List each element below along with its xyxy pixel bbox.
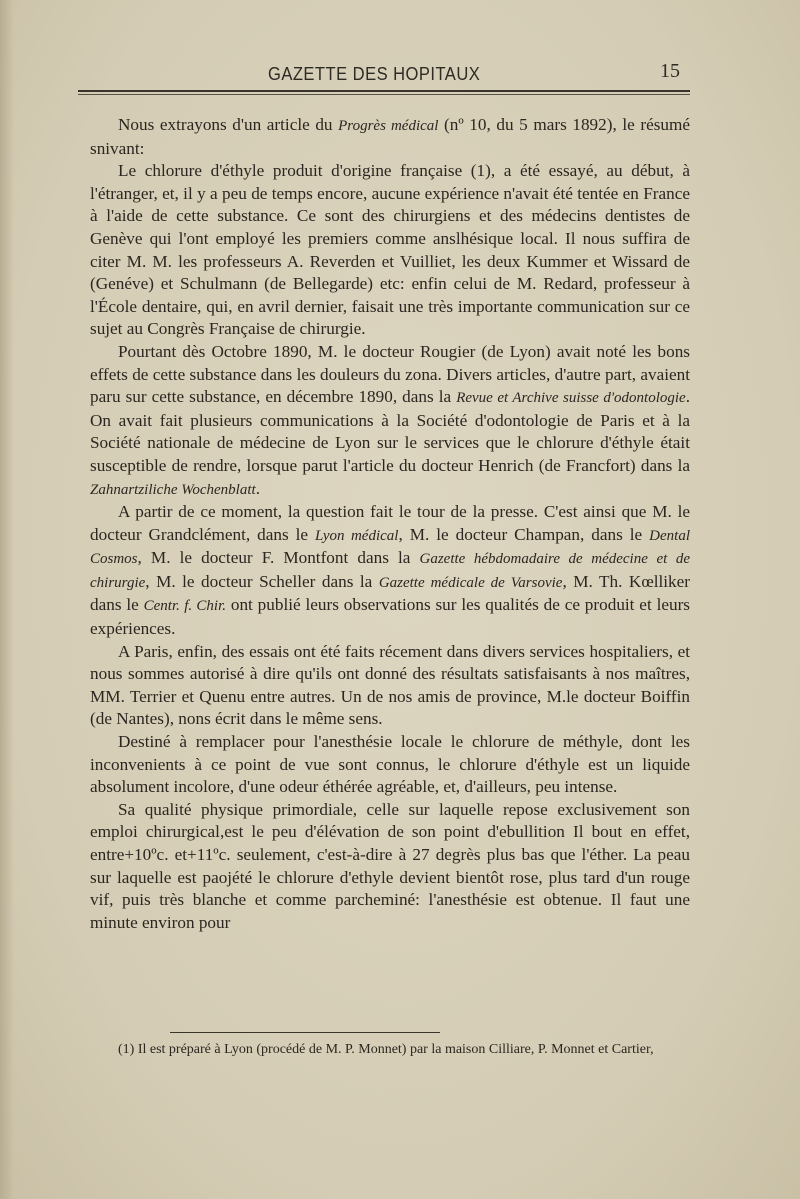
journal-title: Centr. f. Chir. (143, 598, 227, 615)
paragraph-text: Pourtant dès Octobre 1890, M. le docteur Rougier (de Lyon) avait noté les bons effets de cette substance dans les douleurs du zona. Divers articles, d'autre part, avaient paru sur cette substance, en décembre 1890, dans la (90, 341, 690, 407)
journal-title: Dental Cosmos (90, 527, 690, 568)
journal-title: Revue et Archive suisse d'odontologie (456, 390, 686, 407)
paragraph-text: Destiné à remplacer pour l'anesthésie locale le chlorure de méthyle, dont les inconvenients à ce point de vue sont connus, le chlorure d'éthyle est un liquide absolument incolore, d'une odeur éthérée agréable, et, d'ailleurs, peu intense. (90, 732, 690, 797)
journal-title: Zahnartziliche Wochenblatt (90, 481, 256, 498)
paragraph-text: , M. le docteur Scheller dans la (145, 571, 379, 591)
paragraph (90, 731, 690, 799)
running-title: GAZETTE DES HOPITAUX (268, 64, 481, 84)
paragraph-text: A partir de ce moment, la question fait le tour de la presse. C'est ainsi que M. le docteur Grandclément, dans le (90, 502, 690, 544)
paragraph-text: A Paris, enfin, des essais ont été faits récement dans divers services hospitaliers, et nous sommes autorisé à dire qu'ils ont donné des résultats satisfaisants à nos maîtres, MM. Terrier et Quenu entre autres. Un de nos amis de province, M.le docteur Boiffin (de Nantes), nons écrit dans le même sens. (90, 641, 690, 729)
journal-title: Gazette hébdomadaire de médecine et de chirurgie (90, 551, 690, 591)
paragraph-text: ont publié leurs observations sur les qualités de ce produit et leurs expériences. (90, 595, 690, 639)
footnote-rule (170, 1032, 440, 1033)
paragraph (90, 160, 690, 341)
paragraph-text: Sa qualité physique primordiale, celle sur laquelle repose exclusivement son emploi chirurgical,est le peu d'élévation de son point d'ebullition Il bout en effet, entre+10ºc. et+11ºc. seulement, c'est-à-dire à 27 degrès plus bas que l'éther. La peau sur laquelle est paojété le chlorure d'ethyle devient bientôt rose, plus tard d'un rouge vif, puis très blanche et comme parcheminé: l'anesthésie est obtenue. Il faut une minute environ pour (90, 799, 690, 932)
paragraph-text: Nous extrayons d'un article du (118, 115, 339, 134)
paragraph (90, 641, 690, 731)
header-rule (78, 90, 690, 92)
paragraph (90, 501, 690, 641)
article-body (90, 114, 690, 934)
paragraph-text: Le chlorure d'éthyle produit d'origine française (1), a été essayé, au début, à l'étranger, et, il y a peu de temps encore, aucune expérience n'avait été tentée en France à l'aide de cette substance. Ce sont des chirurgiens et des médecins dentistes de Genève qui l'ont employé les premiers comme anslhésique local. Il nous suffira de citer M. M. les professeurs A. Reverden et Vuilliet, les deux Kummer et Wissard de (Genéve) et Schulmann (de Bellegarde) etc: enfin celui de M. Redard, professeur à l'École dentaire, qui, en avril dernier, faisait une très importante communication sur ce sujet au Congrès Française de chirurgie. (90, 161, 690, 339)
paragraph-text: , M. le docteur F. Montfont dans la (137, 548, 420, 568)
page-edge-shadow (0, 0, 14, 1199)
paragraph (90, 341, 690, 501)
paragraph-text: (nº 10, du 5 mars 1892), le résumé snivant: (90, 115, 690, 158)
footnote (90, 1040, 690, 1060)
paragraph-text: . On avait fait plusieurs communications à la Société d'odontologie de Paris et à la Société nationale de médecine de Lyon sur le services que le chlorure d'éthyle était susceptible de rendre, lorsque parut l'article du docteur Henrich (de Francfort) dans la (90, 387, 690, 475)
page-number: 15 (660, 60, 680, 82)
paragraph (90, 114, 690, 160)
paragraph-text: , M. le docteur Champan, dans le (398, 524, 650, 544)
journal-title: Lyon médical (314, 527, 399, 544)
paragraph (90, 799, 690, 935)
header-rule-thin (78, 94, 690, 95)
journal-title: Progrès médical (338, 118, 439, 134)
paragraph-text: , M. Th. Kœlliker dans le (90, 571, 690, 615)
footnote-text: (1) Il est préparé à Lyon (procédé de M. P. Monnet) par la maison Cilliare, P. Monnet et Cartier, (118, 1042, 654, 1057)
paragraph-text: . (255, 478, 260, 498)
running-header (78, 58, 690, 98)
journal-title: Gazette médicale de Varsovie (378, 574, 563, 591)
